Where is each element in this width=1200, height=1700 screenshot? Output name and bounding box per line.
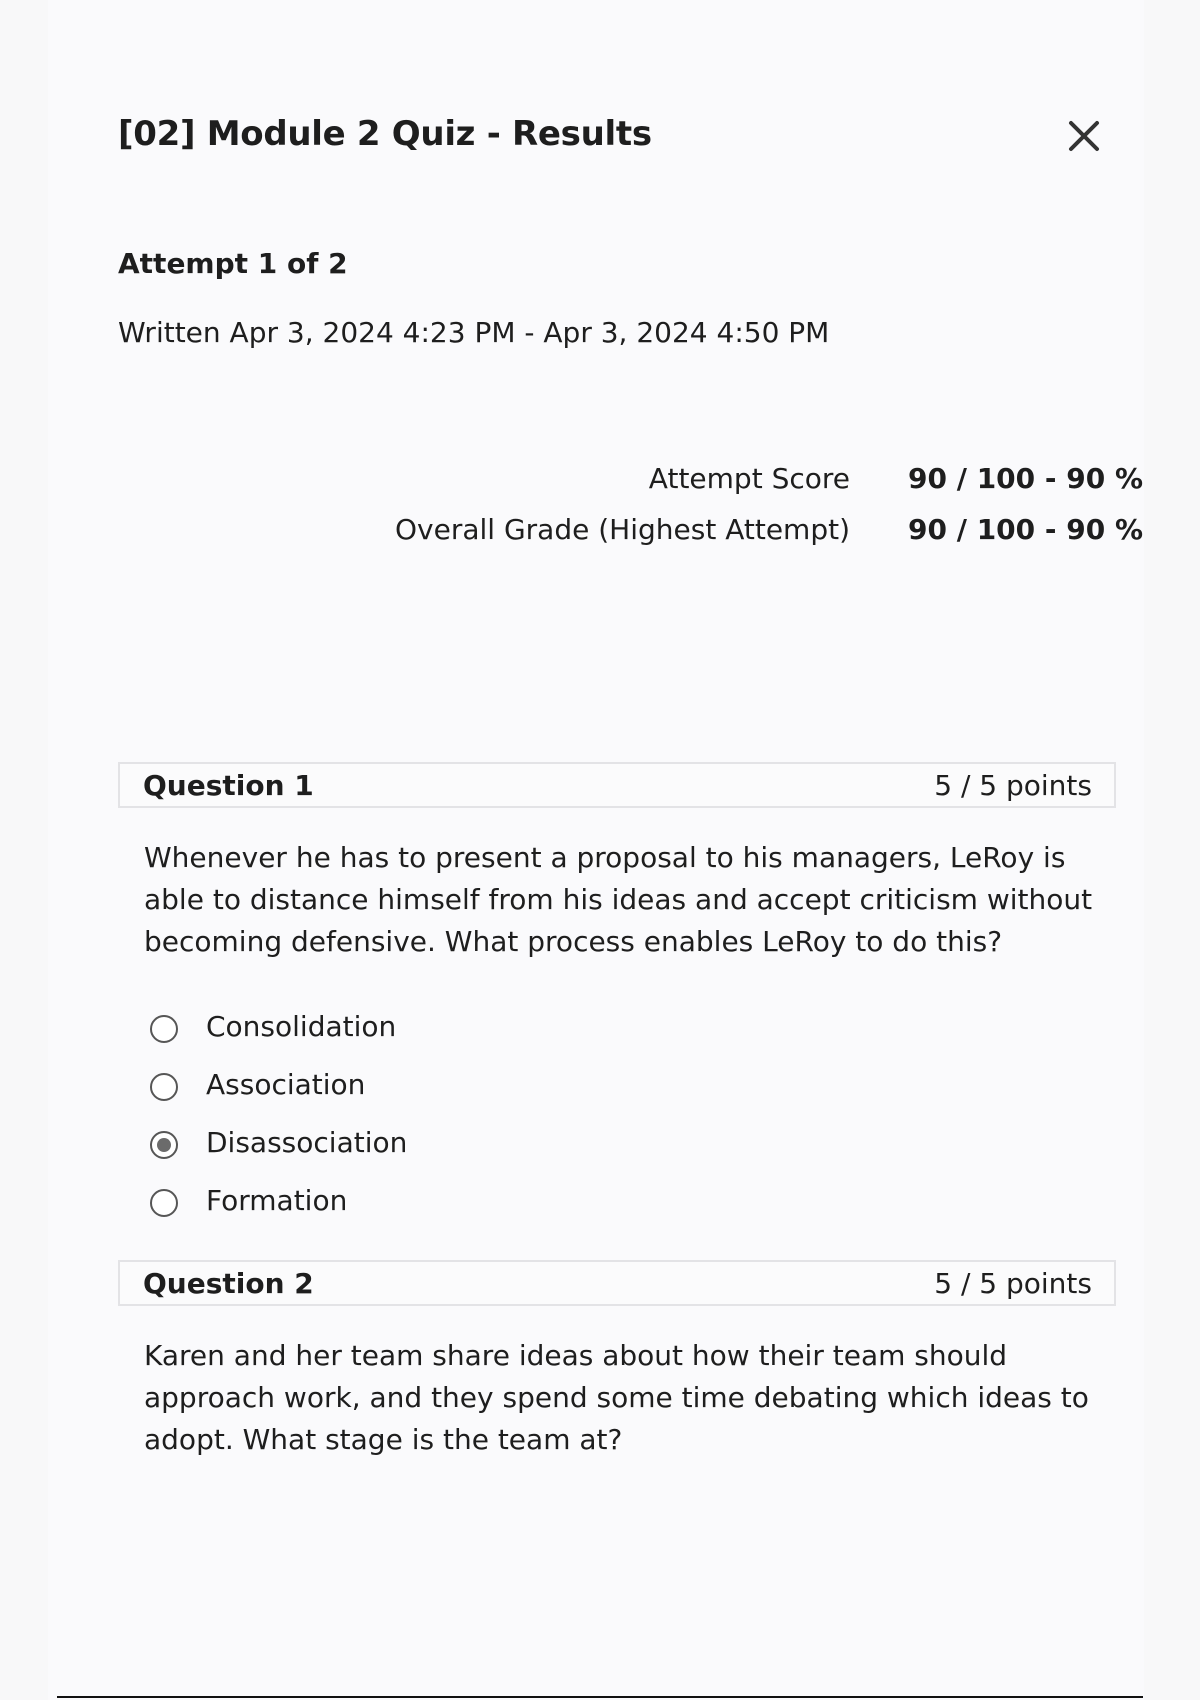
option-consolidation[interactable] — [150, 997, 407, 1055]
radio-unselected-icon[interactable] — [150, 1015, 178, 1043]
option-disassociation[interactable] — [150, 1113, 407, 1171]
close-button[interactable] — [1062, 114, 1106, 158]
question-2-points: 5 / 5 points — [934, 1266, 1092, 1300]
overall-grade-label: Overall Grade (Highest Attempt) — [395, 512, 850, 546]
question-1-text: Whenever he has to present a proposal to his managers, LeRoy is able to distance himself from his ideas and accept criticism without becoming defensive. What process enables LeRoy to do this? — [144, 841, 1093, 958]
question-1-header — [118, 762, 1116, 808]
question-1-options — [150, 997, 407, 1229]
option-label: Association — [206, 1067, 366, 1101]
option-association[interactable] — [150, 1055, 407, 1113]
radio-selected-icon[interactable] — [150, 1131, 178, 1159]
close-icon — [1062, 114, 1106, 158]
question-2-text: Karen and her team share ideas about how their team should approach work, and they spend some time debating which ideas to adopt. What stage is the team at? — [144, 1339, 1089, 1456]
option-label: Disassociation — [206, 1125, 408, 1159]
radio-unselected-icon[interactable] — [150, 1189, 178, 1217]
overall-grade-row — [395, 509, 1144, 549]
written-timestamp: Written Apr 3, 2024 4:23 PM - Apr 3, 2024 4:50 PM — [118, 316, 830, 349]
question-2-header — [118, 1260, 1116, 1306]
attempt-score-row — [648, 458, 1144, 498]
option-label: Formation — [206, 1183, 348, 1217]
option-formation[interactable] — [150, 1171, 407, 1229]
page-title: [02] Module 2 Quiz - Results — [118, 114, 652, 154]
attempt-score-label: Attempt Score — [648, 461, 850, 495]
question-2-title: Question 2 — [143, 1266, 314, 1300]
attempt-label: Attempt 1 of 2 — [118, 247, 348, 280]
radio-unselected-icon[interactable] — [150, 1073, 178, 1101]
question-1-points: 5 / 5 points — [934, 768, 1092, 802]
option-label: Consolidation — [206, 1009, 397, 1043]
question-1-title: Question 1 — [143, 768, 314, 802]
attempt-score-value: 90 / 100 - 90 % — [908, 461, 1144, 495]
bottom-divider — [57, 1696, 1143, 1698]
overall-grade-value: 90 / 100 - 90 % — [908, 512, 1144, 546]
